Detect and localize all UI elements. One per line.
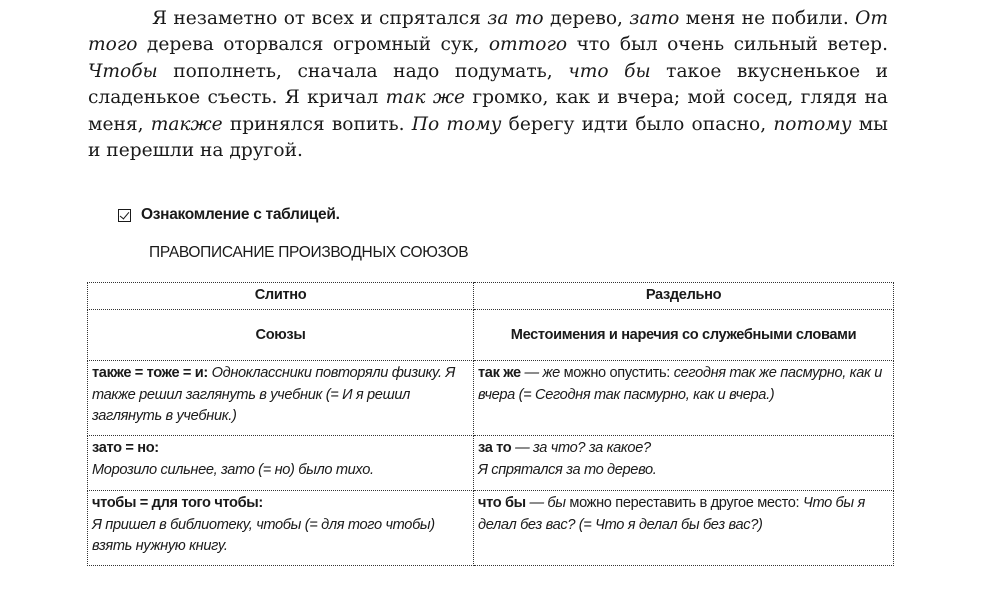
checkbox-checked-icon xyxy=(118,209,131,222)
table-row xyxy=(88,436,894,491)
task-heading xyxy=(118,206,340,224)
subheader-conjunctions: Союзы xyxy=(88,310,474,361)
header-together: Слитно xyxy=(88,283,474,310)
cell-right: что бы — бы можно переставить в другое место: Что бы я делал без вас? (= Что я делал бы без вас?) xyxy=(474,491,894,566)
cell-left: зато = но: Морозило сильнее, зато (= но) было тихо. xyxy=(88,436,474,491)
task-label: Ознакомление с таблицей. xyxy=(141,206,340,223)
table-row xyxy=(88,491,894,566)
exercise-paragraph xyxy=(88,6,888,164)
cell-left: также = тоже = и: Одноклассники повторяли физику. Я также решил заглянуть в учебник (= И я решил заглянуть в учебник.) xyxy=(88,361,474,436)
cell-right: за то — за что? за какое? Я спрятался за то дерево. xyxy=(474,436,894,491)
conjunctions-table xyxy=(87,282,894,566)
header-separate: Раздельно xyxy=(474,283,894,310)
exercise-text: Я незаметно от всех и спрятался за то дерево, зато меня не побили. От того дерева оторвался огромный сук, оттого что был очень сильный ветер. Чтобы пополнеть, сначала надо подумать, что бы такое вкусненькое и сладенькое съесть. Я кричал так же громко, как и вчера; мой сосед, глядя на меня, также принялся вопить. По тому берегу идти было опасно, потому мы и перешли на другой. xyxy=(88,8,889,162)
table-title: ПРАВОПИСАНИЕ ПРОИЗВОДНЫХ СОЮЗОВ xyxy=(149,244,469,261)
table-subheader-row xyxy=(88,310,894,361)
subheader-pronouns: Местоимения и наречия со служебными словами xyxy=(474,310,894,361)
table-row xyxy=(88,361,894,436)
cell-right: так же — же можно опустить: сегодня так же пасмурно, как и вчера (= Сегодня так пасмурно, как и вчера.) xyxy=(474,361,894,436)
cell-left: чтобы = для того чтобы: Я пришел в библиотеку, чтобы (= для того чтобы) взять нужную книгу. xyxy=(88,491,474,566)
table-header-row xyxy=(88,283,894,310)
